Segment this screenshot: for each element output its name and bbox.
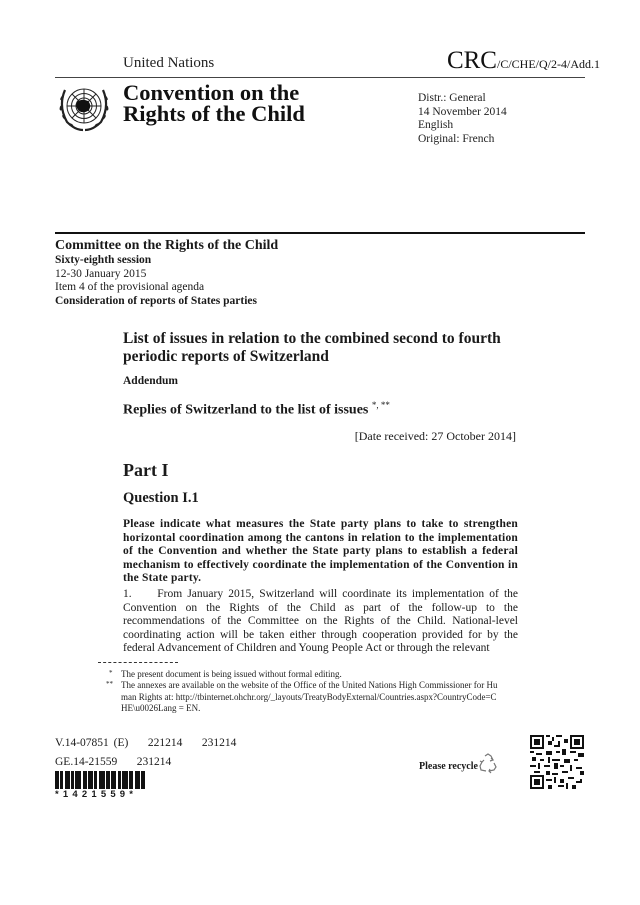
convention-title-line2: Rights of the Child [123, 101, 305, 126]
committee-rule [55, 232, 585, 234]
committee-block [55, 238, 278, 308]
footnote-1 [109, 669, 503, 680]
replies-title-text: Replies of Switzerland to the list of issues [123, 402, 369, 418]
symbol-suffix: /C/CHE/Q/2-4/Add.1 [496, 57, 600, 71]
convention-title [123, 82, 305, 124]
committee-title: Committee on the Rights of the Child [55, 238, 279, 253]
footnote-text: The present document is being issued without formal editing. [121, 669, 342, 679]
distribution-original: Original: French [418, 132, 495, 145]
paragraph-1 [123, 588, 518, 656]
paragraph-number: 1. [123, 588, 132, 600]
session: Sixty-eighth session [55, 254, 152, 266]
question-heading: Question I.1 [123, 490, 199, 506]
footnotes [106, 669, 503, 714]
distribution-block [418, 92, 507, 146]
session-dates: 12-30 January 2015 [55, 267, 147, 280]
paragraph-text: From January 2015, Switzerland will coordinate its implementation of the Convention on the Rights of the Child as part of the follow-up to the recommendations of the Committee on the Rights of the Child. National-level coordinating action will be taken either through cooperation provided for by the federal Advancement of Children and Young People Act or through the relevant [123, 588, 518, 655]
recycle-icon [477, 752, 499, 774]
qr-code-icon [530, 735, 584, 789]
distribution-date: 14 November 2014 [418, 105, 507, 118]
header-rule [55, 77, 585, 78]
ge-number: GE.14-21559 231214 [55, 756, 172, 768]
recycle-label: Please recycle [419, 761, 478, 772]
document-symbol [447, 47, 600, 75]
footnote-2 [106, 680, 503, 714]
footnote-marks: *, ** [371, 400, 390, 410]
document-title: List of issues in relation to the combined second to fourth periodic reports of Switzerland [123, 330, 501, 365]
agenda-item: Item 4 of the provisional agenda [55, 281, 205, 293]
footnote-mark: ** [106, 680, 113, 689]
footnote-separator [98, 662, 178, 663]
footnote-mark: * [109, 669, 113, 677]
question-text: Please indicate what measures the State party plans to take to strengthen horizontal coordination among the cantons in relation to the implementation of the Convention and whether the State party plans to establish a federal mechanism to effectively coordinate the implementation of the Convention in the State party. [123, 518, 518, 585]
convention-title-line1: Convention on the [123, 80, 300, 105]
part-heading: Part I [123, 460, 169, 480]
barcode-icon [55, 771, 148, 789]
job-number: V.14-07851 (E) 221214 231214 [55, 737, 237, 749]
footnote-text: The annexes are available on the website of the Office of the United Nations High Commissioner for Human Rights at: http://tbinternet.ohchr.org/_layouts/TreatyBodyExternal/Countries.aspx?CountryCode=CHE\u0026Lang = EN. [121, 680, 498, 713]
symbol-prefix: CRC [446, 47, 497, 74]
replies-title [123, 400, 518, 419]
distribution-language: English [418, 119, 454, 131]
barcode-text: *1421559* [55, 789, 138, 800]
organization-name: United Nations [123, 55, 215, 71]
addendum-label: Addendum [123, 375, 178, 387]
un-emblem-icon [55, 80, 113, 135]
distribution-status: Distr.: General [418, 92, 486, 104]
consideration: Consideration of reports of States parties [55, 294, 257, 307]
date-received: [Date received: 27 October 2014] [354, 429, 516, 443]
